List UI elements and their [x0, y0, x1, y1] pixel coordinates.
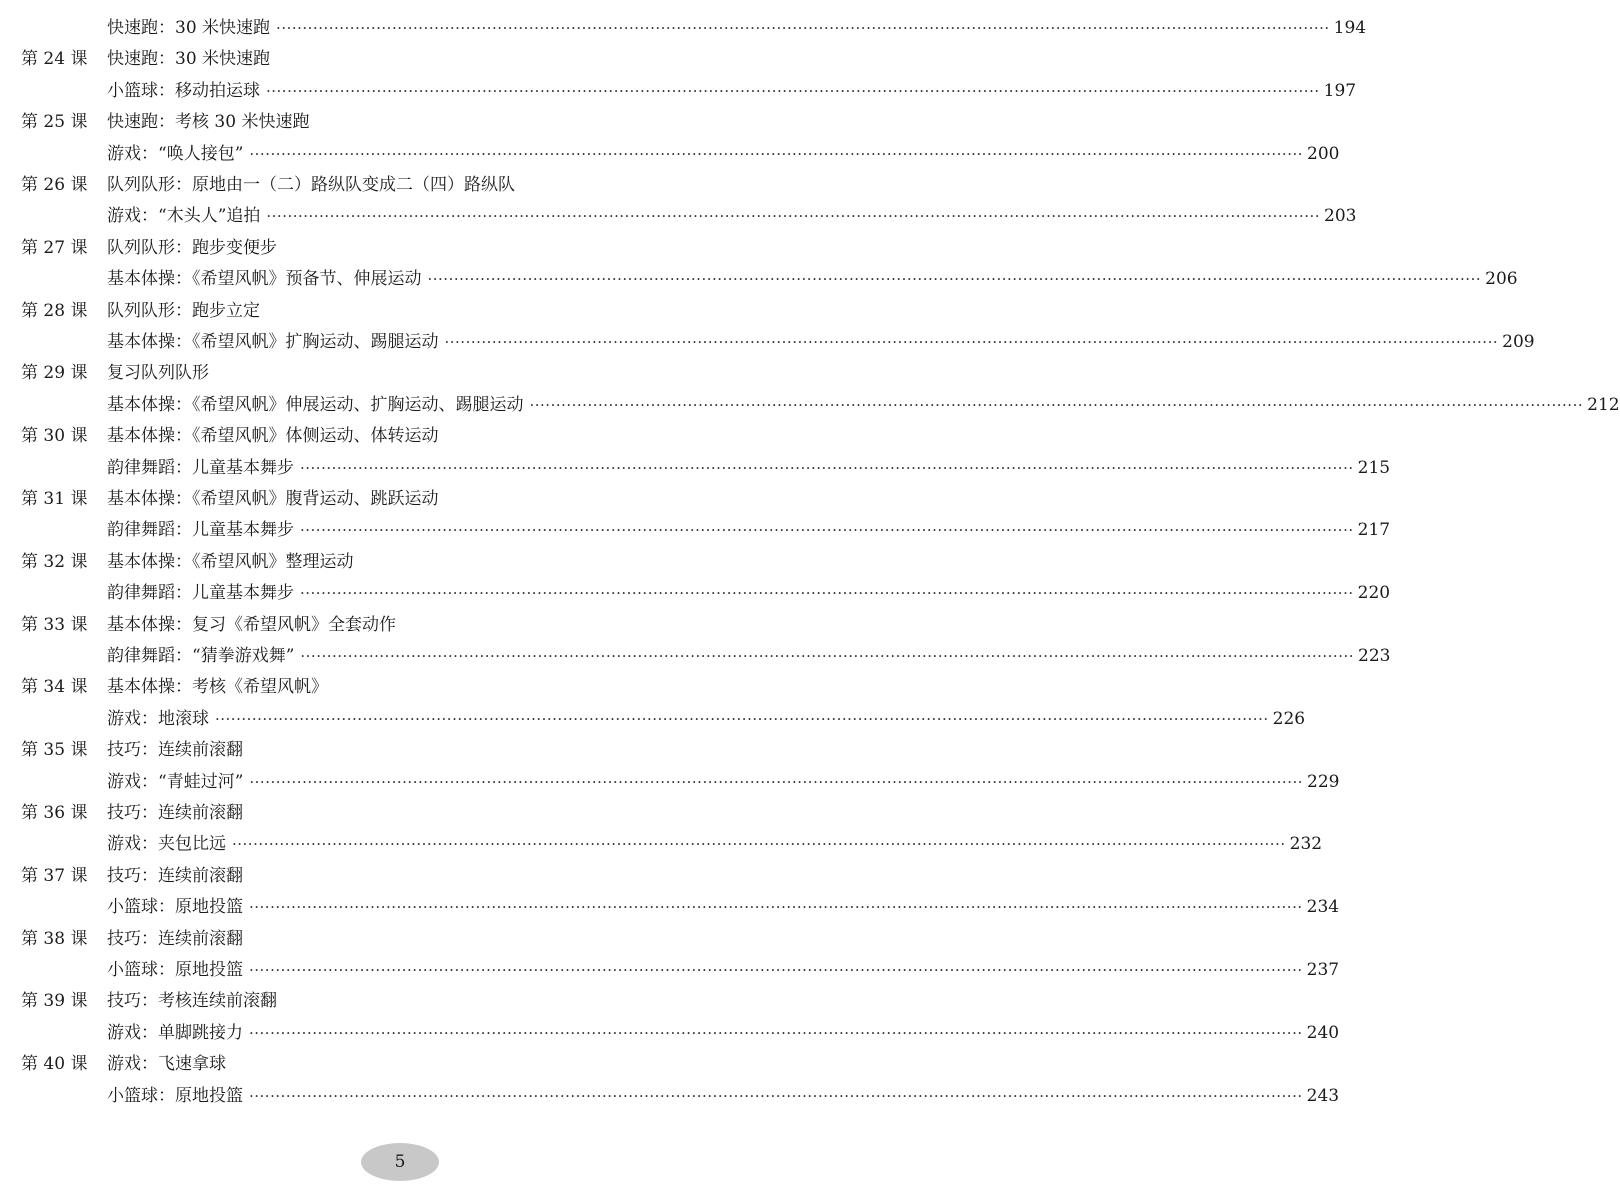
dot-leader: ········································································································································································································ [300, 521, 1354, 540]
page-ref: 194 [1333, 18, 1367, 38]
entry-title: 小篮球：移动拍运球 [107, 80, 260, 101]
toc-entry [107, 577, 1391, 609]
toc-row [0, 389, 1620, 421]
page-ref: 237 [1306, 960, 1340, 980]
page-ref: 229 [1307, 771, 1340, 792]
entry-title: 技巧：连续前滚翻 [107, 803, 243, 823]
dot-leader: ········································································································································································································ [300, 458, 1354, 477]
entry-title: 基本体操：《希望风帆》扩胸运动、踢腿运动 [107, 332, 439, 352]
toc-entry [107, 357, 782, 389]
entry-title: 小篮球：原地投篮 [107, 897, 243, 918]
toc-row [0, 232, 800, 264]
toc-entry [107, 200, 1357, 232]
toc-row [0, 703, 1306, 735]
entry-title: 韵律舞蹈：儿童基本舞步 [107, 457, 294, 478]
toc-entry [107, 923, 782, 955]
entry-title: 游戏：夹包比远 [107, 834, 226, 855]
toc-entry [107, 326, 1535, 358]
toc-entry [107, 138, 1340, 170]
page-ref: 243 [1306, 1085, 1340, 1106]
toc-row [0, 797, 800, 829]
entry-title: 韵律舞蹈：儿童基本舞步 [107, 520, 294, 541]
lesson-number: 第 25 课 [21, 112, 88, 133]
page-ref: 217 [1357, 520, 1391, 541]
dot-leader: ········································································································································································································ [266, 81, 1320, 100]
entry-title: 队列队形：原地由一（二）路纵队变成二（四）路纵队 [107, 175, 515, 195]
dot-leader: ········································································································································································································ [444, 333, 1499, 351]
toc-row [0, 1080, 1340, 1112]
lesson-number: 第 29 课 [21, 363, 88, 384]
entry-title: 基本体操：《希望风帆》伸展运动、扩胸运动、踢腿运动 [107, 394, 524, 415]
toc-entry [107, 75, 1357, 107]
entry-title: 游戏：“木头人”追拍 [107, 206, 261, 227]
page-ref: 226 [1272, 708, 1306, 729]
toc-row [0, 357, 800, 389]
entry-title: 技巧：考核连续前滚翻 [107, 991, 277, 1012]
entry-title: 快速跑：考核 30 米快速跑 [107, 112, 310, 133]
lesson-number: 第 32 课 [21, 551, 88, 572]
entry-title: 小篮球：原地投篮 [107, 960, 243, 980]
lesson-number: 第 26 课 [21, 175, 88, 195]
toc-entry [107, 483, 782, 515]
toc-row [0, 263, 1518, 295]
page-ref: 223 [1358, 646, 1391, 666]
toc-row [0, 106, 800, 138]
dot-leader: ········································································································································································································ [427, 270, 1482, 289]
toc-entry [107, 232, 782, 264]
page-number: 5 [394, 1152, 406, 1172]
toc-row [0, 200, 1357, 232]
entry-title: 基本体操：复习《希望风帆》全套动作 [107, 614, 396, 635]
lesson-number: 第 30 课 [21, 426, 88, 447]
toc-row [0, 1048, 800, 1080]
entry-title: 游戏：单脚跳接力 [107, 1022, 243, 1043]
page-ref: 209 [1502, 332, 1535, 352]
toc-row [0, 452, 1391, 484]
page-number-badge [361, 1143, 439, 1181]
toc-row [0, 169, 800, 201]
toc-entry [107, 766, 1340, 798]
lesson-number: 第 31 课 [21, 489, 88, 509]
entry-title: 基本体操：《希望风帆》预备节、伸展运动 [107, 269, 422, 290]
entry-title: 技巧：连续前滚翻 [107, 928, 243, 949]
toc-entry [107, 640, 1391, 672]
dot-leader: ········································································································································································································ [276, 19, 1330, 37]
toc-row [0, 326, 1535, 358]
lesson-number: 第 40 课 [21, 1054, 88, 1075]
lesson-number: 第 36 课 [21, 803, 88, 823]
lesson-number: 第 24 课 [21, 49, 88, 70]
toc-entry [107, 828, 1323, 860]
toc-entry [107, 797, 782, 829]
entry-title: 基本体操：考核《希望风帆》 [107, 677, 328, 698]
entry-title: 队列队形：跑步变便步 [107, 237, 277, 258]
toc-row [0, 640, 1391, 672]
toc-row [0, 734, 800, 766]
entry-title: 基本体操：《希望风帆》整理运动 [107, 551, 354, 572]
toc-row [0, 891, 1340, 923]
page-ref: 232 [1289, 834, 1323, 855]
page-ref: 212 [1587, 394, 1620, 415]
toc-entry [107, 12, 1367, 44]
toc-entry [107, 389, 1620, 421]
toc-row [0, 420, 800, 452]
lesson-number: 第 27 课 [21, 237, 88, 258]
entry-title: 韵律舞蹈：儿童基本舞步 [107, 583, 294, 604]
page-ref: 206 [1485, 269, 1518, 290]
lesson-number: 第 33 课 [21, 614, 88, 635]
entry-title: 游戏：“青蛙过河” [107, 771, 244, 792]
entry-title: 快速跑：30 米快速跑 [107, 49, 271, 70]
toc-entry [107, 546, 782, 578]
toc-row [0, 43, 800, 75]
dot-leader: ········································································································································································································ [215, 709, 1269, 728]
entry-title: 技巧：连续前滚翻 [107, 865, 243, 886]
toc-row [0, 954, 1340, 986]
toc-entry [107, 703, 1306, 735]
lesson-number: 第 37 课 [21, 865, 88, 886]
lesson-number: 第 39 课 [21, 991, 88, 1012]
toc-entry [107, 891, 1340, 923]
entry-title: 韵律舞蹈：“猜拳游戏舞” [107, 646, 295, 666]
entry-title: 队列队形：跑步立定 [107, 300, 260, 321]
dot-leader: ········································································································································································································ [249, 772, 1304, 791]
toc-entry [107, 169, 782, 201]
toc-entry [107, 1048, 782, 1080]
entry-title: 复习队列队形 [107, 363, 209, 384]
dot-leader: ········································································································································································································ [232, 835, 1286, 854]
toc-row [0, 923, 800, 955]
dot-leader: ········································································································································································································ [249, 1086, 1303, 1105]
page-ref: 203 [1324, 206, 1357, 227]
toc-entry [107, 1017, 1340, 1049]
page-ref: 200 [1307, 143, 1340, 164]
toc-row [0, 609, 800, 641]
dot-leader: ········································································································································································································ [529, 395, 1584, 414]
toc-entry [107, 860, 782, 892]
page-ref: 234 [1306, 897, 1340, 918]
toc-entry [107, 609, 782, 641]
entry-title: 游戏：飞速拿球 [107, 1054, 226, 1075]
entry-title: 游戏：地滚球 [107, 708, 209, 729]
toc-row [0, 138, 1340, 170]
dot-leader: ········································································································································································································ [249, 144, 1304, 163]
toc-row [0, 514, 1391, 546]
page-ref: 197 [1323, 80, 1357, 101]
dot-leader: ········································································································································································································ [300, 647, 1355, 665]
toc-entry [107, 734, 782, 766]
dot-leader: ········································································································································································································ [249, 1023, 1303, 1042]
toc-entry [107, 671, 782, 703]
page-ref: 215 [1357, 457, 1391, 478]
toc-entry [107, 985, 782, 1017]
toc-entry [107, 420, 782, 452]
toc-row [0, 985, 800, 1017]
toc-row [0, 12, 1367, 44]
dot-leader: ········································································································································································································ [266, 207, 1321, 226]
lesson-number: 第 35 课 [21, 740, 88, 761]
toc-row [0, 483, 800, 515]
entry-title: 小篮球：原地投篮 [107, 1085, 243, 1106]
entry-title: 游戏：“唤人接包” [107, 143, 244, 164]
toc-entry [107, 106, 782, 138]
toc-row [0, 1017, 1340, 1049]
toc-entry [107, 43, 782, 75]
toc-row [0, 75, 1357, 107]
toc-row [0, 546, 800, 578]
toc-entry [107, 263, 1518, 295]
toc-row [0, 671, 800, 703]
toc-entry [107, 954, 1340, 986]
lesson-number: 第 34 课 [21, 677, 88, 698]
toc-entry [107, 514, 1391, 546]
lesson-number: 第 38 课 [21, 928, 88, 949]
page-ref: 220 [1357, 583, 1391, 604]
toc-entry [107, 1080, 1340, 1112]
toc-row [0, 766, 1340, 798]
entry-title: 快速跑：30 米快速跑 [107, 18, 271, 38]
entry-title: 基本体操：《希望风帆》腹背运动、跳跃运动 [107, 489, 439, 509]
lesson-number: 第 28 课 [21, 300, 88, 321]
dot-leader: ········································································································································································································ [249, 961, 1303, 979]
dot-leader: ········································································································································································································ [300, 584, 1354, 603]
toc-row [0, 577, 1391, 609]
entry-title: 技巧：连续前滚翻 [107, 740, 243, 761]
dot-leader: ········································································································································································································ [249, 898, 1303, 917]
toc-entry [107, 295, 782, 327]
toc-row [0, 860, 800, 892]
entry-title: 基本体操：《希望风帆》体侧运动、体转运动 [107, 426, 439, 447]
toc-entry [107, 452, 1391, 484]
toc-row [0, 828, 1323, 860]
toc-row [0, 295, 800, 327]
page-ref: 240 [1306, 1022, 1340, 1043]
